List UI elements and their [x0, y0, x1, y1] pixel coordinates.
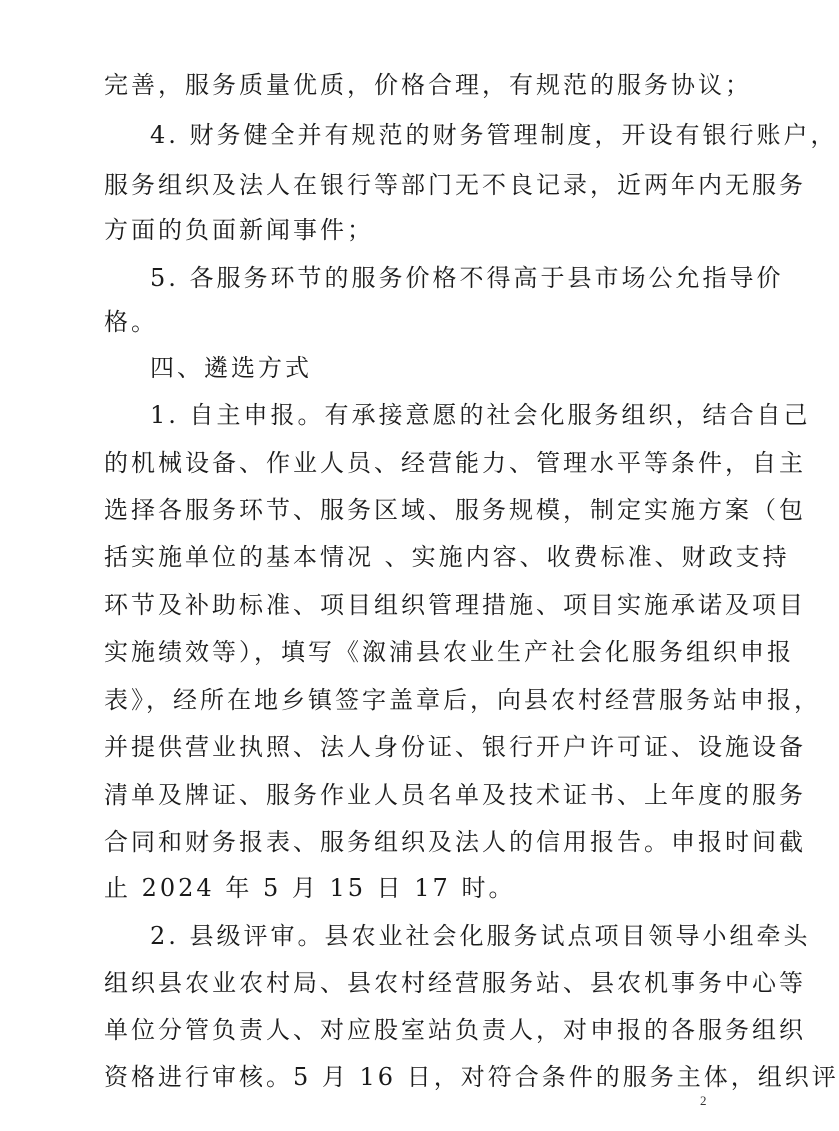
body-line: 1. 自主申报。有承接意愿的社会化服务组织，结合自己: [150, 401, 811, 429]
body-line: 选择各服务环节、服务区域、服务规模，制定实施方案（包: [104, 496, 806, 524]
body-line: 资格进行审核。5 月 16 日，对符合条件的服务主体，组织评: [104, 1063, 839, 1091]
body-line: 表》，经所在地乡镇签字盖章后，向县农村经营服务站申报，: [104, 686, 821, 714]
body-line: 格。: [104, 308, 158, 336]
body-line: 5. 各服务环节的服务价格不得高于县市场公允指导价: [150, 264, 784, 292]
body-line: 方面的负面新闻事件；: [104, 216, 374, 244]
body-line: 括实施单位的基本情况 、实施内容、收费标准、财政支持: [104, 543, 790, 571]
body-line: 的机械设备、作业人员、经营能力、管理水平等条件，自主: [104, 449, 806, 477]
body-line: 组织县农业农村局、县农村经营服务站、县农机事务中心等: [104, 969, 806, 997]
body-line: 实施绩效等），填写《溆浦县农业生产社会化服务组织申报: [104, 638, 794, 666]
page-number: 2: [700, 1093, 707, 1108]
body-line: 止 2024 年 5 月 15 日 17 时。: [104, 874, 516, 902]
body-line: 环节及补助标准、项目组织管理措施、项目实施承诺及项目: [104, 591, 806, 619]
section-heading: 四、遴选方式: [150, 354, 312, 382]
body-line: 完善，服务质量优质，价格合理，有规范的服务协议；: [104, 71, 752, 99]
body-line: 清单及牌证、服务作业人员名单及技术证书、上年度的服务: [104, 781, 806, 809]
body-line: 单位分管负责人、对应股室站负责人，对申报的各服务组织: [104, 1016, 806, 1044]
body-line: 服务组织及法人在银行等部门无不良记录，近两年内无服务: [104, 171, 806, 199]
body-line: 4. 财务健全并有规范的财务管理制度，开设有银行账户，: [150, 121, 838, 149]
body-line: 并提供营业执照、法人身份证、银行开户许可证、设施设备: [104, 733, 806, 761]
body-line: 2. 县级评审。县农业社会化服务试点项目领导小组牵头: [150, 922, 811, 950]
body-line: 合同和财务报表、服务组织及法人的信用报告。申报时间截: [104, 828, 806, 856]
